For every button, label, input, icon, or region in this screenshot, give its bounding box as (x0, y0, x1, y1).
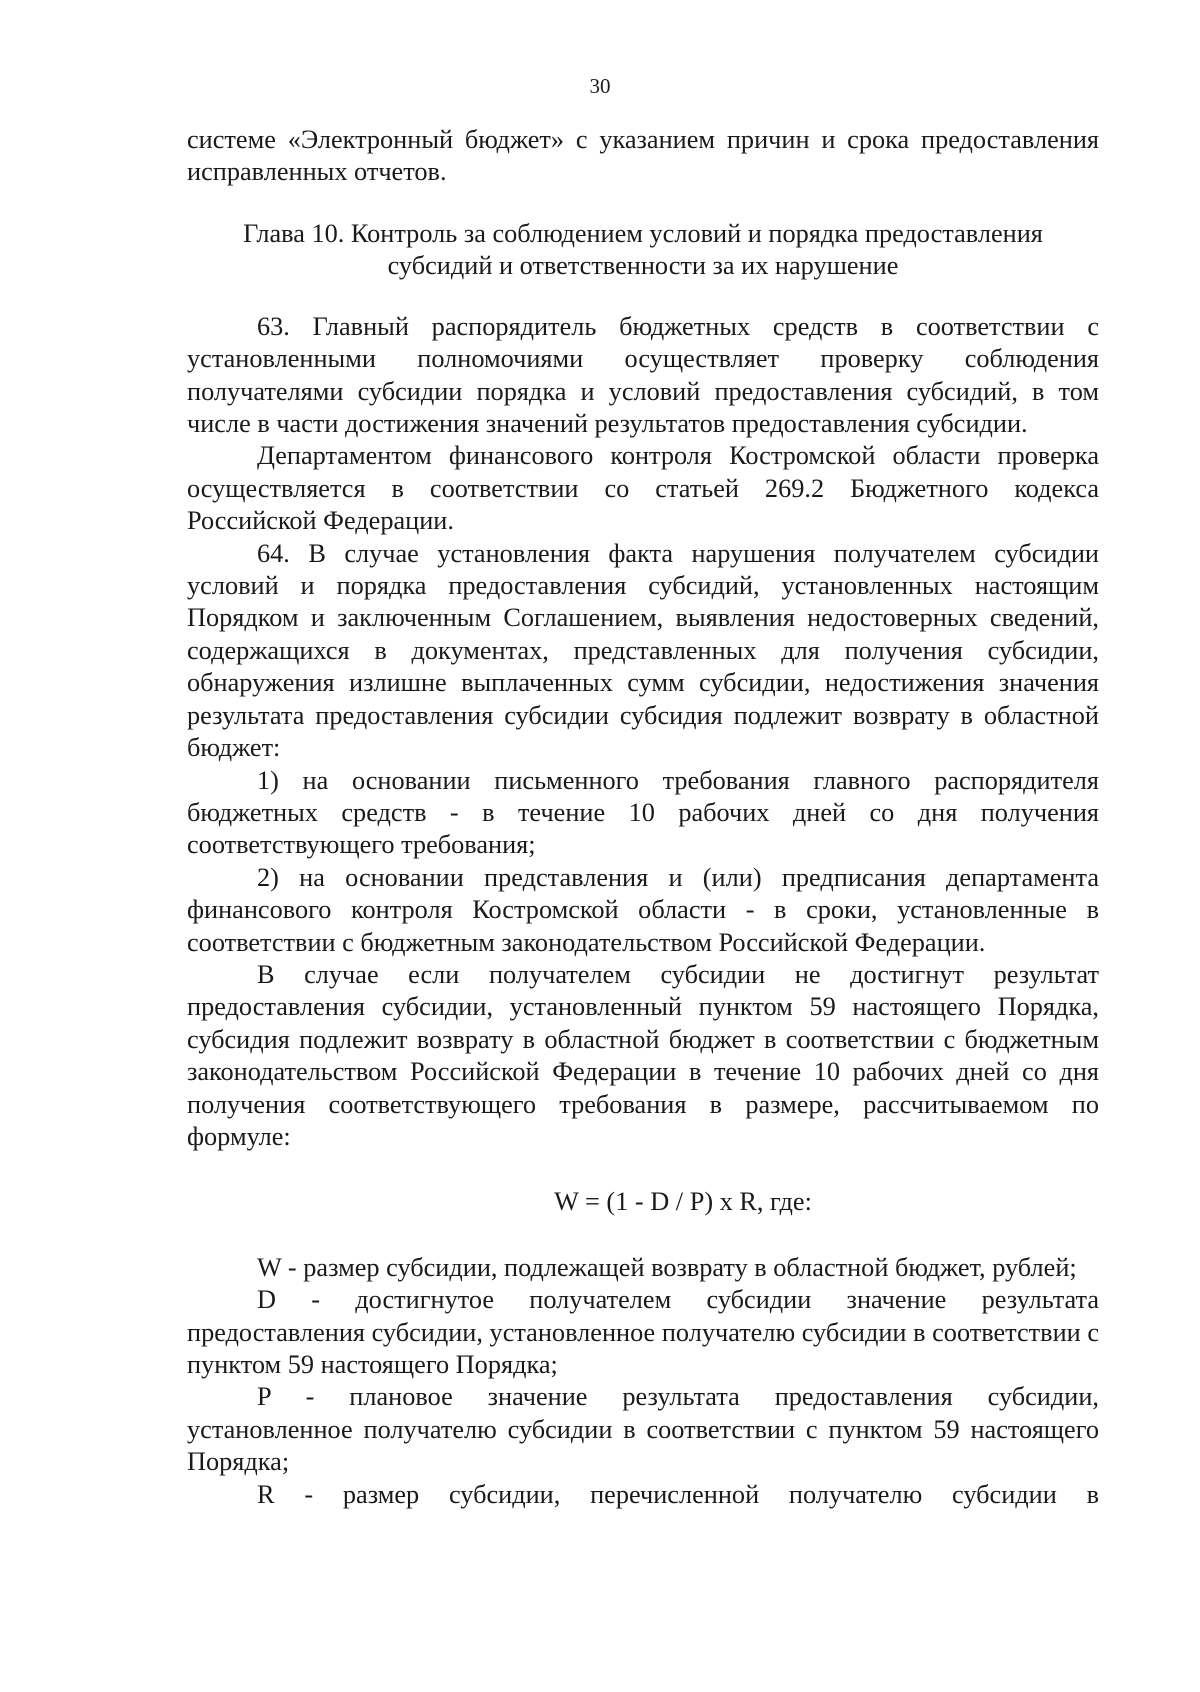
definition-w: W - размер субсидии, подлежащей возврату в областной бюджет, рублей; (257, 1252, 1077, 1282)
definition-p: P - плановое значение результата предоставления субсидии, установленное получателю субсидии в соответствии с пунктом 59 настоящего Порядка; (187, 1382, 1099, 1477)
chapter-heading-line2: субсидий и ответственности за их нарушение (387, 250, 899, 280)
list-item-1: 1) на основании письменного требования главного распорядителя бюджетных средств - в течение 10 рабочих дней со дня получения соответствующего требования; (187, 765, 1099, 860)
paragraph-case: В случае если получателем субсидии не достигнут результат предоставления субсидии, установленный пунктом 59 настоящего Порядка, субсидия подлежит возврату в областной бюджет в соответствии с бюджетным законодательством Российской Федерации в течение 10 рабочих дней со дня получения соответствующего требования в размере, рассчитываемом по формуле: (187, 959, 1099, 1151)
formula: W = (1 - D / P) x R, где: (554, 1187, 812, 1217)
definition-r: R - размер субсидии, перечисленной получателю субсидии в (257, 1479, 1099, 1509)
chapter-heading-line1: Глава 10. Контроль за соблюдением условий и порядка предоставления (243, 218, 1043, 248)
paragraph-63-department: Департаментом финансового контроля Костромской области проверка осуществляется в соответствии со статьей 269.2 Бюджетного кодекса Российской Федерации. (187, 441, 1099, 536)
document-body (187, 124, 1099, 1511)
definition-d: D - достигнутое получателем субсидии значение результата предоставления субсидии, установленное получателю субсидии в соответствии с пунктом 59 настоящего Порядка; (187, 1285, 1099, 1379)
continuation-paragraph: системе «Электронный бюджет» с указанием причин и срока предоставления исправленных отчетов. (187, 125, 1099, 187)
chapter-heading (187, 218, 1099, 282)
paragraph-63: 63. Главный распорядитель бюджетных средств в соответствии с установленными полномочиями осуществляет проверку соблюдения получателями субсидии порядка и условий предоставления субсидий, в том числе в части достижения значений результатов предоставления субсидии. (187, 311, 1099, 439)
list-item-2: 2) на основании представления и (или) предписания департамента финансового контроля Костромской области - в сроки, установленные в соответствии с бюджетным законодательством Российской Федерации. (187, 862, 1099, 957)
paragraph-64: 64. В случае установления факта нарушения получателем субсидии условий и порядка предоставления субсидий, установленных настоящим Порядком и заключенным Соглашением, выявления недостоверных сведений, содержащихся в документах, представленных для получения субсидии, обнаружения излишне выплаченных сумм субсидии, недостижения значения результата предоставления субсидии субсидия подлежит возврату в областной бюджет: (187, 538, 1099, 763)
page-number: 30 (589, 74, 611, 98)
